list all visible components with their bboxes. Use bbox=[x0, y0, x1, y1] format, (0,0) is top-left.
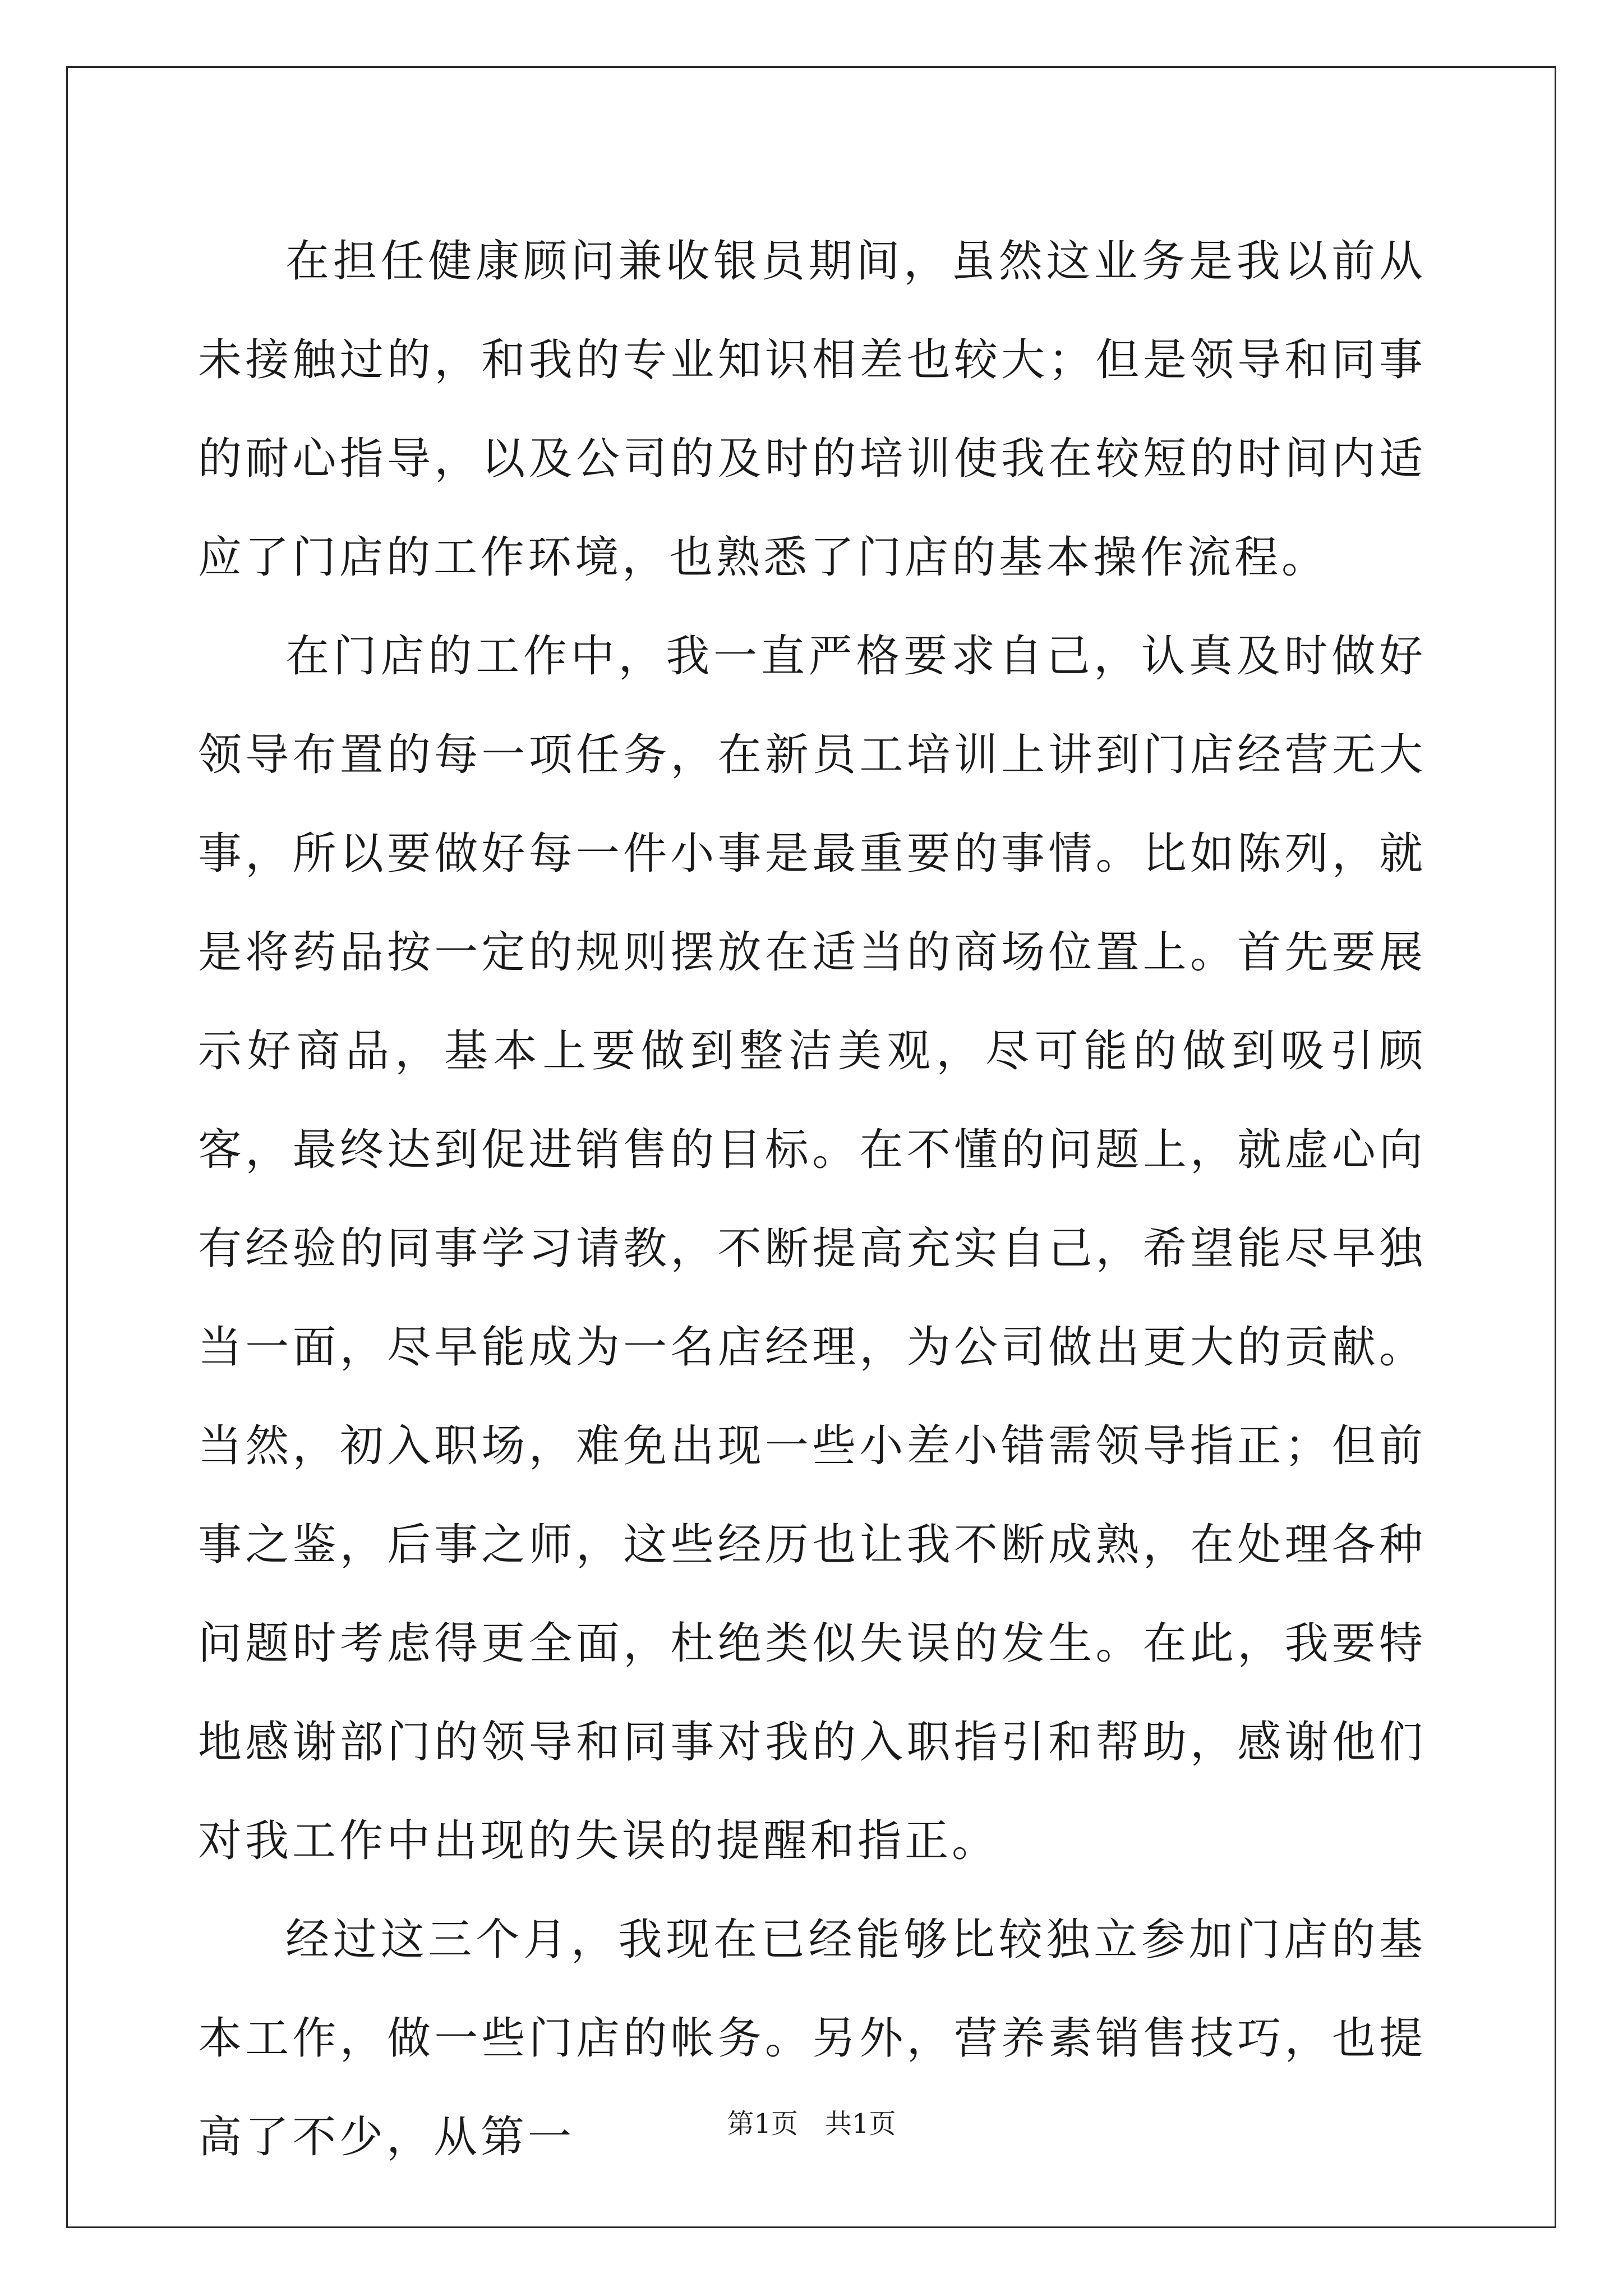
page-footer bbox=[0, 2107, 1623, 2141]
paragraph-2: 在门店的工作中，我一直严格要求自己，认真及时做好领导布置的每一项任务，在新员工培训上讲到门店经营无大事，所以要做好每一件小事是最重要的事情。比如陈列，就是将药品按一定的规则摆放在适当的商场位置上。首先要展示好商品，基本上要做到整洁美观，尽可能的做到吸引顾客，最终达到促进销售的目标。在不懂的问题上，就虚心向有经验的同事学习请教，不断提高充实自己，希望能尽早独当一面，尽早能成为一名店经理，为公司做出更大的贡献。当然，初入职场，难免出现一些小差小错需领导指正；但前事之鉴，后事之师，这些经历也让我不断成熟，在处理各种问题时考虑得更全面，杜绝类似失误的发生。在此，我要特地感谢部门的领导和同事对我的入职指引和帮助，感谢他们对我工作中出现的失误的提醒和指正。 bbox=[198, 631, 1426, 1866]
document-body bbox=[198, 212, 1426, 2187]
paragraph-1: 在担任健康顾问兼收银员期间，虽然这业务是我以前从未接触过的，和我的专业知识相差也较大；但是领导和同事的耐心指导，以及公司的及时的培训使我在较短的时间内适应了门店的工作环境，也熟悉了门店的基本操作流程。 bbox=[198, 236, 1426, 583]
page-number-current: 第1页 bbox=[727, 2108, 798, 2139]
page-number-total: 共1页 bbox=[825, 2108, 896, 2139]
paragraph-3: 经过这三个月，我现在已经能够比较独立参加门店的基本工作，做一些门店的帐务。另外，营养素销售技巧，也提高了不少，从第一 bbox=[198, 1915, 1426, 2162]
